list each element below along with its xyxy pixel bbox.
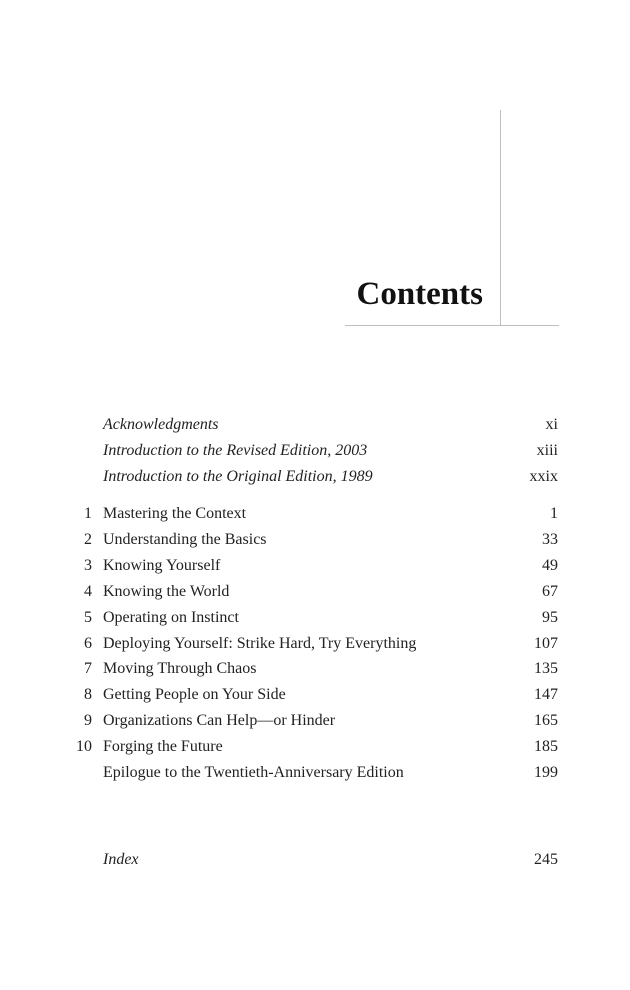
toc-entry-label: Epilogue to the Twentieth-Anniversary Edition [103, 764, 404, 781]
chapter-page: 147 [534, 686, 558, 703]
toc-chapter-1[interactable] [0, 502, 630, 526]
chapter-title: Operating on Instinct [103, 609, 239, 626]
chapter-title: Organizations Can Help—or Hinder [103, 712, 336, 729]
chapter-page: 1 [550, 505, 558, 522]
chapter-title: Getting People on Your Side [103, 686, 286, 703]
toc-chapter-4[interactable] [0, 580, 630, 604]
toc-chapter-6[interactable] [0, 632, 630, 656]
chapter-number: 2 [84, 531, 92, 548]
chapter-page: 67 [542, 583, 558, 600]
toc-entry-label: Index [103, 851, 139, 868]
chapter-page: 95 [542, 609, 558, 626]
chapter-number: 9 [84, 712, 92, 729]
chapter-number: 6 [84, 635, 92, 652]
toc-entry-intro-original[interactable] [0, 465, 630, 489]
toc-chapter-5[interactable] [0, 606, 630, 630]
vertical-rule [500, 110, 501, 326]
toc-entry-page: xiii [536, 442, 558, 459]
chapter-page: 165 [534, 712, 558, 729]
chapter-number: 8 [84, 686, 92, 703]
chapter-number: 3 [84, 557, 92, 574]
chapter-number: 7 [84, 660, 92, 677]
toc-chapter-9[interactable] [0, 709, 630, 733]
toc-entry-label: Introduction to the Original Edition, 1989 [103, 468, 373, 485]
horizontal-rule [345, 325, 559, 326]
toc-chapter-2[interactable] [0, 528, 630, 552]
chapter-title: Knowing the World [103, 583, 230, 600]
toc-entry-intro-revised[interactable] [0, 439, 630, 463]
toc-chapter-10[interactable] [0, 735, 630, 759]
toc-entry-page: xxix [529, 468, 558, 485]
toc-entry-label: Acknowledgments [103, 416, 219, 433]
toc-entry-page: 245 [534, 851, 558, 868]
chapter-number: 4 [84, 583, 92, 600]
chapter-title: Mastering the Context [103, 505, 247, 522]
toc-entry-label: Introduction to the Revised Edition, 2003 [103, 442, 368, 459]
chapter-number: 10 [76, 738, 92, 755]
toc-chapter-3[interactable] [0, 554, 630, 578]
chapter-page: 107 [534, 635, 558, 652]
chapter-page: 49 [542, 557, 558, 574]
toc-chapter-8[interactable] [0, 683, 630, 707]
chapter-number: 5 [84, 609, 92, 626]
toc-entry-page: 199 [534, 764, 558, 781]
toc-entry-page: xi [545, 416, 558, 433]
chapter-title: Moving Through Chaos [103, 660, 257, 677]
chapter-page: 185 [534, 738, 558, 755]
chapter-page: 135 [534, 660, 558, 677]
chapter-title: Deploying Yourself: Strike Hard, Try Everything [103, 635, 417, 652]
toc-entry-index[interactable] [0, 848, 630, 872]
toc-chapter-7[interactable] [0, 657, 630, 681]
chapter-title: Understanding the Basics [103, 531, 267, 548]
chapter-page: 33 [542, 531, 558, 548]
chapter-number: 1 [84, 505, 92, 522]
toc-entry-epilogue[interactable] [0, 761, 630, 785]
chapter-title: Forging the Future [103, 738, 223, 755]
chapter-title: Knowing Yourself [103, 557, 221, 574]
page-title: Contents [356, 276, 483, 312]
toc-entry-acknowledgments[interactable] [0, 413, 630, 437]
